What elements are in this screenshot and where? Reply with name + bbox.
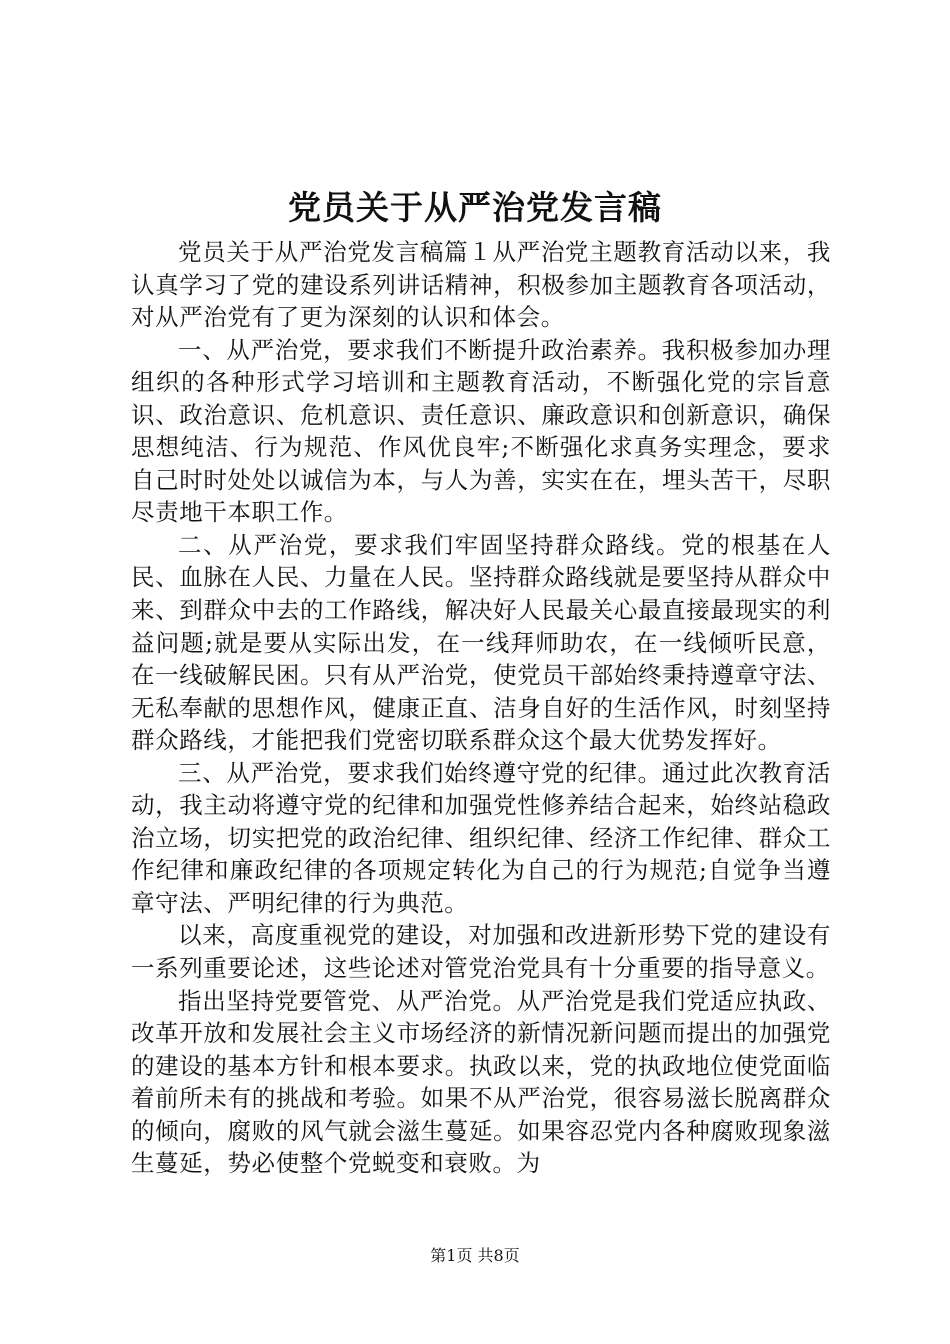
paragraph-intro: 党员关于从严治党发言稿篇１从严治党主题教育活动以来，我认真学习了党的建设系列讲话精神，积极参加主题教育各项活动，对从严治党有了更为深刻的认识和体会。	[131, 238, 831, 332]
paragraph-party-discipline: 三、从严治党，要求我们始终遵守党的纪律。通过此次教育活动，我主动将遵守党的纪律和加强党性修养结合起来，始终站稳政治立场，切实把党的政治纪律、组织纪律、经济工作纪律、群众工作纪律和廉政纪律的各项规定转化为自己的行为规范;自觉争当遵章守法、严明纪律的行为典范。	[131, 758, 831, 917]
document-body	[131, 236, 831, 1186]
document-title: 党员关于从严治党发言稿	[288, 188, 662, 227]
paragraph-political-literacy: 一、从严治党，要求我们不断提升政治素养。我积极参加办理组织的各种形式学习培训和主题教育活动，不断强化党的宗旨意识、政治意识、危机意识、责任意识、廉政意识和创新意识，确保思想纯洁、行为规范、作风优良牢;不断强化求真务实理念，要求自己时时处处以诚信为本，与人为善，实实在在，埋头苦干，尽职尽责地干本职工作。	[131, 335, 831, 527]
paragraph-mass-line: 二、从严治党，要求我们牢固坚持群众路线。党的根基在人民、血脉在人民、力量在人民。坚持群众路线就是要坚持从群众中来、到群众中去的工作路线，解决好人民最关心最直接最现实的利益问题;就是要从实际出发，在一线拜师助农，在一线倾听民意，在一线破解民困。只有从严治党，使党员干部始终秉持遵章守法、无私奉献的思想作风，健康正直、洁身自好的生活作风，时刻坚持群众路线，才能把我们党密切联系群众这个最大优势发挥好。	[131, 530, 831, 755]
paragraph-party-building: 以来，高度重视党的建设，对加强和改进新形势下党的建设有一系列重要论述，这些论述对管党治党具有十分重要的指导意义。	[131, 921, 831, 983]
page-footer: 第1页 共8页	[430, 1246, 520, 1265]
paragraph-strict-governance: 指出坚持党要管党、从严治党。从严治党是我们党适应执政、改革开放和发展社会主义市场经济的新情况新问题而提出的加强党的建设的基本方针和根本要求。执政以来，党的执政地位使党面临着前所未有的挑战和考验。如果不从严治党，很容易滋长脱离群众的倾向，腐败的风气就会滋生蔓延。如果容忍党内各种腐败现象滋生蔓延，势必使整个党蜕变和衰败。为	[131, 986, 831, 1178]
